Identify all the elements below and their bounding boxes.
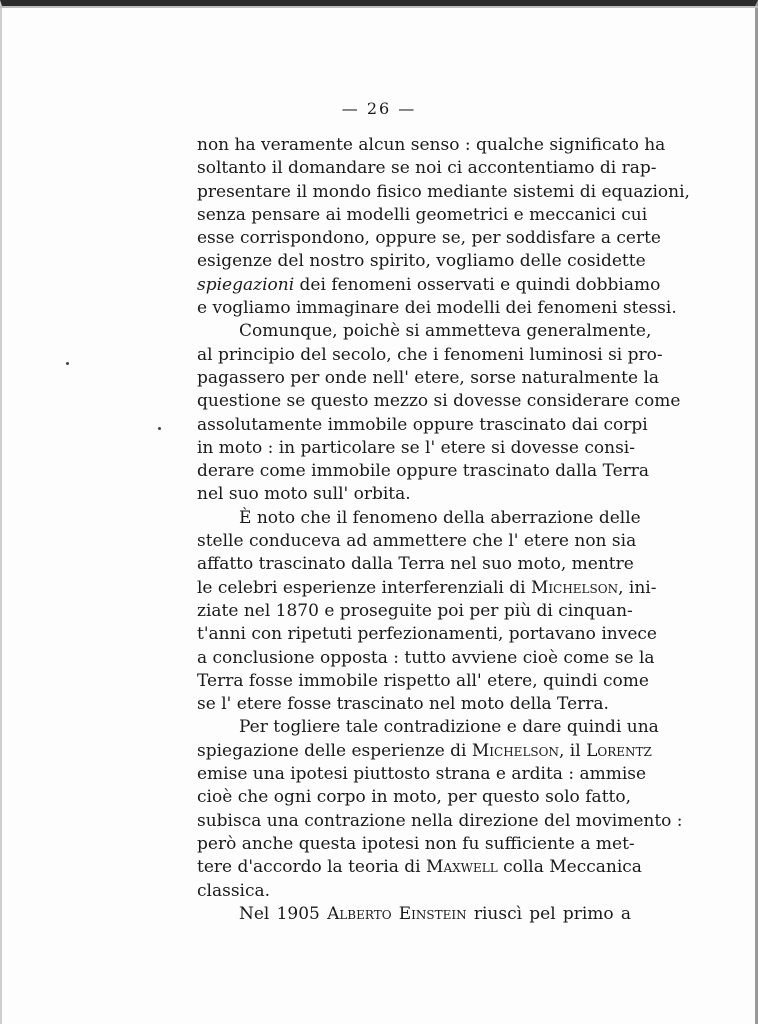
text-line: esigenze del nostro spirito, vogliamo delle cosidette [197, 251, 646, 272]
text-line: a conclusione opposta : tutto avviene cioè come se la [197, 647, 655, 668]
text-line [197, 856, 642, 879]
body-text [197, 134, 690, 926]
small-caps-name: Alberto Einstein [327, 903, 467, 924]
text-line: Comunque, poichè si ammetteva generalmente, [239, 321, 652, 342]
text-line: subisca una contrazione nella direzione del movimento : [197, 810, 683, 831]
text-line: presentare il mondo fisico mediante sistemi di equazioni, [197, 181, 690, 202]
text-line: nel suo moto sull' orbita. [197, 484, 411, 505]
small-caps-name: Michelson [530, 577, 619, 598]
text-line: senza pensare ai modelli geometrici e meccanici cui [197, 204, 648, 225]
italic-word: spiegazioni [197, 274, 295, 295]
text-fragment: , ini- [618, 577, 657, 598]
text-line: e vogliamo immaginare dei modelli dei fenomeni stessi. [197, 298, 677, 319]
text-line: classica. [197, 880, 271, 901]
text-fragment: Nel 1905 [239, 903, 328, 924]
text-line: ziate nel 1870 e proseguite poi per più di cinquan- [197, 600, 633, 621]
text-fragment: riuscì pel primo a [466, 903, 631, 924]
ink-speck [66, 362, 69, 365]
text-line: non ha veramente alcun senso : qualche significato ha [197, 135, 666, 155]
text-line: però anche questa ipotesi non fu sufficiente a met- [197, 833, 635, 854]
top-rule [0, 6, 758, 8]
text-fragment: le celebri esperienze interferenziali di [197, 577, 531, 598]
text-line: Terra fosse immobile rispetto all' etere, quindi come [197, 670, 649, 691]
text-line: esse corrispondono, oppure se, per soddisfare a certe [197, 228, 661, 249]
text-fragment: tere d'accordo la teoria di [197, 857, 427, 878]
text-line [197, 740, 652, 763]
text-line [197, 903, 631, 926]
page-number: — 26 — [341, 99, 417, 118]
text-fragment: spiegazione delle esperienze di [197, 740, 472, 761]
text-line: in moto : in particolare se l' etere si dovesse consi- [197, 437, 635, 458]
text-fragment: colla Meccanica [497, 857, 642, 878]
text-line: soltanto il domandare se noi ci accontentiamo di rap- [197, 158, 657, 179]
text-line: pagassero per onde nell' etere, sorse naturalmente la [197, 367, 660, 388]
text-line: al principio del secolo, che i fenomeni luminosi si pro- [197, 344, 663, 365]
text-line: cioè che ogni corpo in moto, per questo solo fatto, [197, 787, 631, 808]
text-fragment: dei fenomeni osservati e quindi dobbiamo [294, 274, 661, 295]
text-line: stelle conduceva ad ammettere che l' etere non sia [197, 531, 637, 552]
text-line: È noto che il fenomeno della aberrazione delle [239, 507, 641, 528]
text-line: t'anni con ripetuti perfezionamenti, portavano invece [197, 624, 657, 645]
text-line: emise una ipotesi piuttosto strana e ardita : ammise [197, 764, 647, 785]
text-line: affatto trascinato dalla Terra nel suo moto, mentre [197, 554, 634, 575]
text-line [197, 274, 661, 297]
text-line [197, 577, 657, 600]
text-line: assolutamente immobile oppure trascinato dai corpi [197, 414, 648, 435]
small-caps-name: Lorentz [586, 740, 652, 761]
text-line: derare come immobile oppure trascinato dalla Terra [197, 461, 650, 482]
text-line: questione se questo mezzo si dovesse considerare come [197, 391, 681, 412]
text-fragment: , il [558, 740, 587, 761]
ink-speck [158, 427, 161, 430]
text-line: Per togliere tale contradizione e dare quindi una [239, 717, 659, 738]
text-line: se l' etere fosse trascinato nel moto della Terra. [197, 694, 609, 715]
small-caps-name: Michelson [471, 740, 559, 761]
small-caps-name: Maxwell [426, 857, 498, 878]
